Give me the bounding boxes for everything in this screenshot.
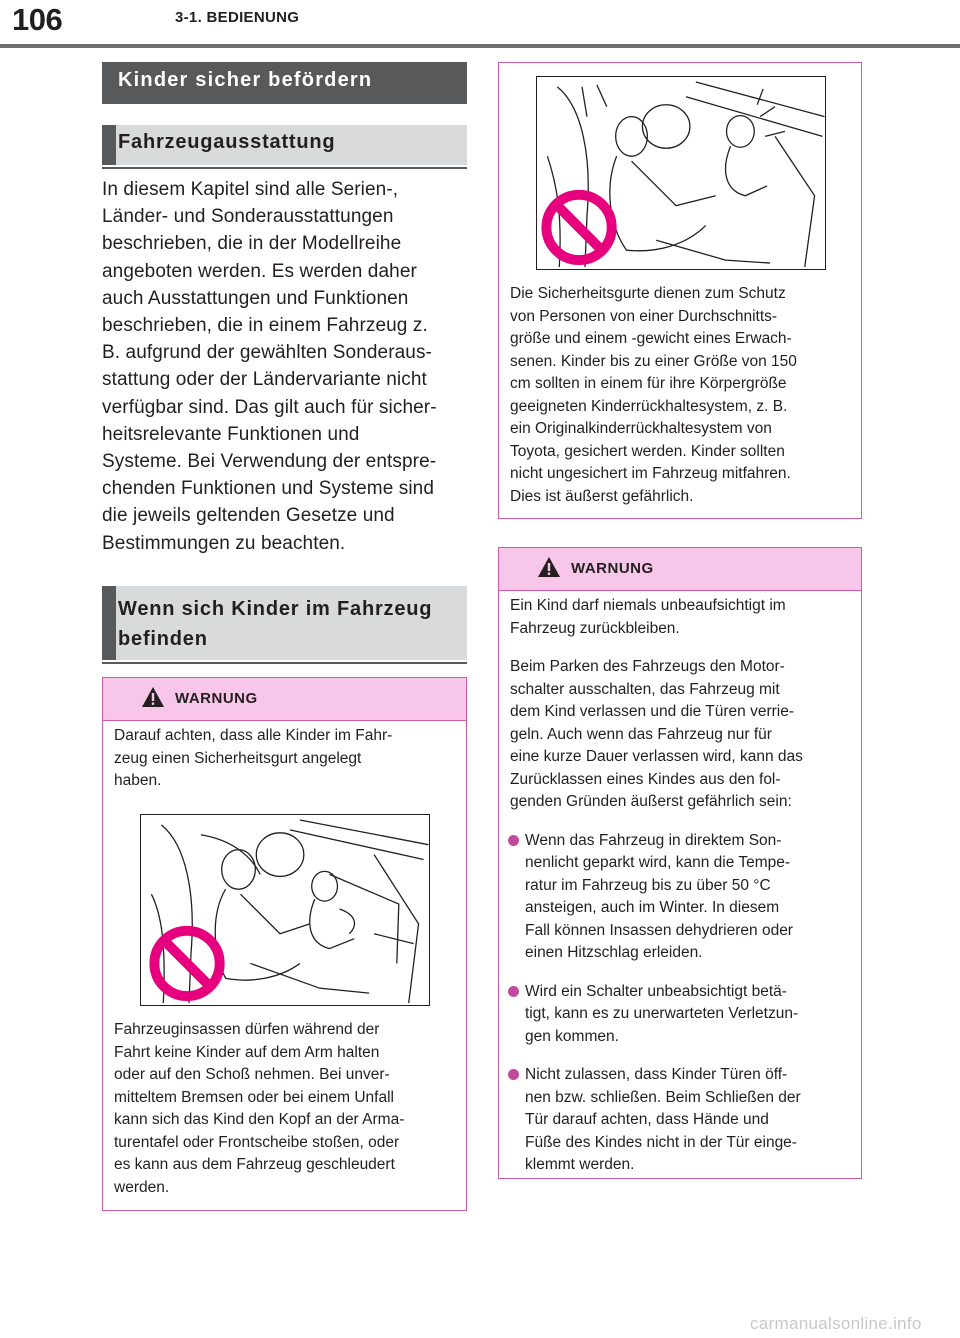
subheading-children-in-vehicle — [102, 586, 467, 660]
text-line: größe und einem -gewicht eines Erwach- — [510, 330, 792, 347]
text-line: nicht ungesichert im Fahrzeug mitfahren. — [510, 465, 791, 482]
text-line: Fahrzeug zurückbleiben. — [510, 619, 680, 637]
warning-text — [103, 1019, 415, 1199]
hazard-list — [510, 830, 850, 1177]
intro-paragraph — [102, 176, 472, 557]
warning-box-seatbelt — [102, 677, 467, 1211]
list-item — [510, 1064, 850, 1177]
text-line: oder auf den Schoß nehmen. Bei unver- — [114, 1066, 390, 1083]
text-line: dem Kind verlassen und die Türen verrie- — [510, 703, 795, 720]
intro-line: heitsrelevante Funktionen und — [102, 423, 360, 445]
text-line: Beim Parken des Fahrzeugs den Motor- — [510, 658, 785, 675]
text-line: Zurücklassen eines Kindes aus den fol- — [510, 770, 781, 788]
text-line: Fall können Insassen dehydrieren oder — [525, 921, 793, 939]
intro-line: beschrieben, die in der Modellreihe — [102, 233, 402, 255]
intro-line: angeboten werden. Es werden daher — [102, 260, 417, 282]
seatbelt-info-text — [499, 283, 808, 508]
unrestrained-child-illustration — [536, 76, 826, 270]
intro-line: auch Ausstattungen und Funktionen — [102, 287, 409, 309]
intro-line: die jeweils geltenden Gesetze und — [102, 505, 395, 527]
text-line: gen kommen. — [525, 1027, 619, 1045]
intro-line: stattung oder der Ländervariante nicht — [102, 369, 427, 391]
warning-box-unattended — [498, 547, 862, 1179]
section-title: 3-1. BEDIENUNG — [175, 9, 300, 26]
warning-label: WARNUNG — [175, 690, 258, 707]
watermark: carmanualsonline.info — [750, 1314, 922, 1333]
header-rule — [0, 44, 960, 48]
intro-line: Bestimmungen zu beachten. — [102, 532, 346, 554]
text-line: Tür darauf achten, dass Hände und — [525, 1111, 769, 1128]
text-line: von Personen von einer Durchschnitts- — [510, 307, 778, 325]
list-item — [510, 981, 850, 1049]
warning-label: WARNUNG — [571, 560, 654, 577]
warning-header — [103, 678, 466, 721]
text-line: Nicht zulassen, dass Kinder Türen öff- — [525, 1066, 788, 1083]
text-line: Darauf achten, dass alle Kinder im Fahr- — [114, 727, 393, 744]
seatbelt-info-box — [498, 62, 862, 519]
text-line: klemmt werden. — [525, 1156, 635, 1173]
chapter-heading: Kinder sicher befördern — [102, 62, 467, 104]
text-line: Ein Kind darf niemals unbeaufsichtigt im — [510, 597, 786, 614]
text-line: Die Sicherheitsgurte dienen zum Schutz — [510, 285, 786, 302]
warning-triangle-icon — [141, 686, 165, 708]
warning-header — [499, 548, 861, 591]
text-line: geln. Auch wenn das Fahrzeug nur für — [510, 725, 772, 743]
text-line: ansteigen, auch im Winter. In diesem — [525, 899, 780, 916]
text-line: genden Gründen äußerst gefährlich sein: — [510, 793, 792, 810]
text-line: schalter ausschalten, das Fahrzeug mit — [510, 680, 780, 698]
intro-line: Länder- und Sonderausstattungen — [102, 206, 394, 228]
text-line: nenlicht geparkt wird, kann die Tempe- — [525, 854, 791, 871]
intro-line: B. aufgrund der gewählten Sonderaus- — [102, 342, 432, 364]
text-line: Füße des Kindes nicht in der Tür einge- — [525, 1133, 797, 1151]
page-number: 106 — [12, 2, 63, 37]
warning-triangle-icon — [537, 556, 561, 578]
warning-text — [499, 591, 861, 1177]
text-line: einen Hitzschlag erleiden. — [525, 944, 703, 961]
text-line: Dies ist äußerst gefährlich. — [510, 487, 694, 505]
text-line: werden. — [114, 1178, 170, 1196]
intro-line: In diesem Kapitel sind alle Serien-, — [102, 179, 399, 200]
text-line: Wird ein Schalter unbeabsichtigt betä- — [525, 982, 787, 1000]
intro-line: beschrieben, die in einem Fahrzeug z. — [102, 315, 428, 337]
subheading-line: Wenn sich Kinder im Fahrzeug — [118, 598, 433, 620]
subheading-equipment: Fahrzeugausstattung — [102, 125, 467, 165]
text-line: tigt, kann es zu unerwarteten Verletzun- — [525, 1005, 799, 1022]
text-line: mitteltem Bremsen oder bei einem Unfall — [114, 1088, 394, 1106]
text-line: Fahrzeuginsassen dürfen während der — [114, 1021, 380, 1038]
text-line: eine kurze Dauer verlassen wird, kann das — [510, 748, 803, 765]
text-line: kann sich das Kind den Kopf an der Arma- — [114, 1111, 405, 1128]
intro-line: Systeme. Bei Verwendung der entspre- — [102, 451, 437, 473]
text-line: es kann aus dem Fahrzeug geschleudert — [114, 1156, 395, 1173]
text-line: zeug einen Sicherheitsgurt angelegt — [114, 749, 362, 767]
intro-line: verfügbar sind. Das gilt auch für sicher- — [102, 396, 437, 418]
text-line: turentafel oder Frontscheibe stoßen, oder — [114, 1133, 400, 1151]
text-line: Wenn das Fahrzeug in direktem Son- — [525, 831, 782, 849]
text-line: haben. — [114, 772, 162, 789]
text-line: nen bzw. schließen. Beim Schließen der — [525, 1088, 801, 1106]
intro-line: chenden Funktionen und Systeme sind — [102, 478, 434, 500]
text-line: ratur im Fahrzeug bis zu über 50 °C — [525, 876, 771, 894]
text-line: geeigneten Kinderrückhaltesystem, z. B. — [510, 397, 788, 415]
warning-text — [103, 721, 466, 793]
text-line: Toyota, gesichert werden. Kinder sollten — [510, 442, 785, 460]
subheading-line: befinden — [118, 628, 208, 650]
list-item — [510, 830, 850, 965]
child-on-lap-illustration — [140, 814, 430, 1006]
text-line: cm sollten in einem für ihre Körpergröße — [510, 375, 787, 392]
text-line: Fahrt keine Kinder auf dem Arm halten — [114, 1043, 380, 1061]
text-line: ein Originalkinderrückhaltesystem von — [510, 420, 772, 437]
text-line: senen. Kinder bis zu einer Größe von 150 — [510, 352, 797, 370]
